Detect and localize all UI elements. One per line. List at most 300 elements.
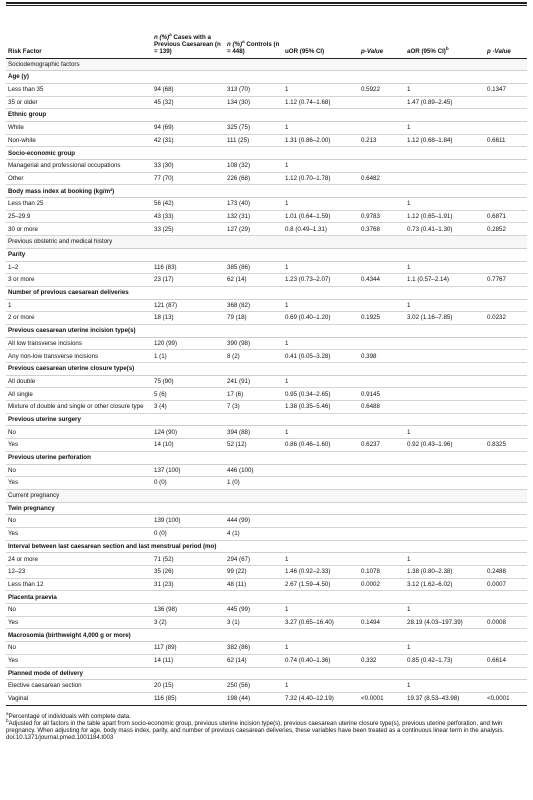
category-label: Previous caesarean uterine closure type(s): [6, 363, 225, 376]
pvalue-unadjusted-cell: 0.332: [359, 654, 405, 667]
category-row: [6, 286, 527, 299]
controls-cell: 198 (44): [225, 692, 283, 705]
pvalue-unadjusted-cell: [359, 426, 405, 439]
table-row: [6, 426, 527, 439]
aor-cell: 0.73 (0.41–1.30): [405, 223, 485, 236]
pvalue-adjusted-cell: [485, 261, 527, 274]
aor-cell: 1: [405, 642, 485, 655]
pvalue-unadjusted-cell: 0.9783: [359, 210, 405, 223]
aor-cell: 1: [405, 198, 485, 211]
row-label: 12–23: [6, 566, 152, 579]
table-row: [6, 350, 527, 363]
table-row: [6, 312, 527, 325]
controls-cell: 444 (99): [225, 515, 283, 528]
uor-cell: 0.74 (0.40–1.36): [283, 654, 359, 667]
header-controls: n (%)$^a$ Controls (n = 448): [225, 6, 283, 58]
aor-cell: 1: [405, 553, 485, 566]
aor-cell: 1: [405, 680, 485, 693]
table-row: [6, 274, 527, 287]
category-label: Macrosomia (birthweight 4,000 g or more): [6, 629, 225, 642]
category-row: [6, 147, 527, 160]
table-row: [6, 654, 527, 667]
pvalue-unadjusted-cell: [359, 337, 405, 350]
cases-cell: 0 (0): [152, 527, 225, 540]
controls-cell: 325 (75): [225, 121, 283, 134]
pvalue-adjusted-cell: [485, 464, 527, 477]
pvalue-unadjusted-cell: 0.3768: [359, 223, 405, 236]
table-row: [6, 299, 527, 312]
category-filler: [225, 71, 527, 84]
aor-cell: 1.38 (0.80–2.38): [405, 566, 485, 579]
table-row: [6, 401, 527, 414]
controls-cell: 134 (30): [225, 96, 283, 109]
aor-cell: 1: [405, 83, 485, 96]
controls-cell: 99 (22): [225, 566, 283, 579]
pvalue-adjusted-cell: 0.6614: [485, 654, 527, 667]
footnote-a: $^a$Percentage of individuals with complete data.: [6, 710, 131, 720]
controls-cell: 226 (68): [225, 172, 283, 185]
pvalue-unadjusted-cell: [359, 553, 405, 566]
pvalue-adjusted-cell: [485, 553, 527, 566]
aor-cell: 28.19 (4.03–197.39): [405, 616, 485, 629]
table-header: [6, 6, 527, 58]
pvalue-unadjusted-cell: [359, 527, 405, 540]
uor-cell: 1.46 (0.92–2.33): [283, 566, 359, 579]
table-row: [6, 515, 527, 528]
table-row: [6, 680, 527, 693]
pvalue-unadjusted-cell: 0.5922: [359, 83, 405, 96]
category-filler: [225, 363, 527, 376]
aor-cell: 1: [405, 426, 485, 439]
cases-cell: 120 (99): [152, 337, 225, 350]
cases-cell: 137 (100): [152, 464, 225, 477]
cases-cell: 139 (100): [152, 515, 225, 528]
category-row: [6, 109, 527, 122]
cases-cell: 121 (87): [152, 299, 225, 312]
row-label: 35 or older: [6, 96, 152, 109]
row-label: All double: [6, 375, 152, 388]
pvalue-adjusted-cell: [485, 96, 527, 109]
pvalue-adjusted-cell: 0.6871: [485, 210, 527, 223]
uor-cell: 1: [283, 160, 359, 173]
controls-cell: 368 (82): [225, 299, 283, 312]
row-label: White: [6, 121, 152, 134]
table-top-rule: [6, 2, 527, 4]
cases-cell: 117 (89): [152, 642, 225, 655]
uor-cell: 0.86 (0.46–1.60): [283, 439, 359, 452]
aor-cell: [405, 401, 485, 414]
footnote-b: $^b$Adjusted for all factors in the table apart from socio-economic group, previous uterine incision type(s), previous caesarean uterine closure type(s), previous uterine perforation, and twin pregnancy. When adjusting for age, body mass index, parity, and number of previous caesarean deliveries, these variables have been treated as a continuous linear term in the analysis.: [6, 717, 505, 734]
aor-cell: [405, 527, 485, 540]
uor-cell: 3.27 (0.65–16.40): [283, 616, 359, 629]
pvalue-unadjusted-cell: [359, 261, 405, 274]
pvalue-adjusted-cell: 0.2488: [485, 566, 527, 579]
cases-cell: 1 (1): [152, 350, 225, 363]
table-row: [6, 578, 527, 591]
pvalue-adjusted-cell: [485, 172, 527, 185]
category-label: Previous uterine surgery: [6, 413, 225, 426]
cases-cell: 42 (31): [152, 134, 225, 147]
row-label: 24 or more: [6, 553, 152, 566]
pvalue-adjusted-cell: 0.2852: [485, 223, 527, 236]
controls-cell: 8 (2): [225, 350, 283, 363]
table-row: [6, 388, 527, 401]
uor-cell: 1.31 (0.86–2.00): [283, 134, 359, 147]
uor-cell: 1.12 (0.74–1.68): [283, 96, 359, 109]
cases-cell: 3 (2): [152, 616, 225, 629]
row-label: Yes: [6, 527, 152, 540]
pvalue-unadjusted-cell: 0.1494: [359, 616, 405, 629]
cases-cell: 35 (26): [152, 566, 225, 579]
aor-cell: [405, 515, 485, 528]
category-label: Interval between last caesarean section and last menstrual period (mo): [6, 540, 225, 553]
controls-cell: 52 (12): [225, 439, 283, 452]
uor-cell: 1: [283, 604, 359, 617]
controls-cell: 17 (6): [225, 388, 283, 401]
aor-cell: 1.47 (0.89–2.45): [405, 96, 485, 109]
category-label: Previous caesarean uterine incision type(s): [6, 324, 225, 337]
uor-cell: 1: [283, 553, 359, 566]
cases-cell: 33 (25): [152, 223, 225, 236]
cases-cell: 45 (32): [152, 96, 225, 109]
pvalue-adjusted-cell: 0.6611: [485, 134, 527, 147]
category-filler: [225, 413, 527, 426]
row-label: Yes: [6, 654, 152, 667]
aor-cell: 1: [405, 261, 485, 274]
cases-cell: 75 (90): [152, 375, 225, 388]
pvalue-unadjusted-cell: 0.6488: [359, 401, 405, 414]
controls-cell: 127 (29): [225, 223, 283, 236]
section-header-row: [6, 58, 527, 71]
row-label: No: [6, 464, 152, 477]
row-label: Any non-low transverse incisions: [6, 350, 152, 363]
cases-cell: 136 (98): [152, 604, 225, 617]
table-row: [6, 642, 527, 655]
category-label: Age (y): [6, 71, 225, 84]
row-label: No: [6, 426, 152, 439]
pvalue-adjusted-cell: [485, 680, 527, 693]
controls-cell: 250 (56): [225, 680, 283, 693]
uor-cell: 1: [283, 261, 359, 274]
controls-cell: 3 (1): [225, 616, 283, 629]
row-label: Non-white: [6, 134, 152, 147]
row-label: No: [6, 515, 152, 528]
cases-cell: 18 (13): [152, 312, 225, 325]
pvalue-unadjusted-cell: <0.0001: [359, 692, 405, 705]
cases-cell: 124 (90): [152, 426, 225, 439]
pvalue-unadjusted-cell: 0.6237: [359, 439, 405, 452]
pvalue-unadjusted-cell: [359, 96, 405, 109]
table-row: [6, 527, 527, 540]
pvalue-adjusted-cell: 0.0007: [485, 578, 527, 591]
pvalue-unadjusted-cell: 0.398: [359, 350, 405, 363]
row-label: Less than 12: [6, 578, 152, 591]
aor-cell: [405, 464, 485, 477]
uor-cell: 1.12 (0.70–1.78): [283, 172, 359, 185]
row-label: 3 or more: [6, 274, 152, 287]
controls-cell: 313 (70): [225, 83, 283, 96]
header-uor: uOR (95% CI): [283, 6, 359, 58]
pvalue-adjusted-cell: 0.7767: [485, 274, 527, 287]
table-row: [6, 198, 527, 211]
section-label: Sociodemographic factors: [6, 58, 527, 71]
pvalue-adjusted-cell: [485, 198, 527, 211]
cases-cell: 20 (15): [152, 680, 225, 693]
uor-cell: 1.38 (0.35–5.46): [283, 401, 359, 414]
uor-cell: 1: [283, 337, 359, 350]
category-filler: [225, 185, 527, 198]
row-label: No: [6, 642, 152, 655]
pvalue-unadjusted-cell: [359, 121, 405, 134]
pvalue-adjusted-cell: [485, 515, 527, 528]
header-risk-factor: Risk Factor: [6, 6, 152, 58]
table-body: [6, 58, 527, 705]
controls-cell: 385 (86): [225, 261, 283, 274]
pvalue-adjusted-cell: [485, 604, 527, 617]
aor-cell: 3.02 (1.16–7.85): [405, 312, 485, 325]
table-footnotes: [6, 710, 527, 741]
category-filler: [225, 451, 527, 464]
category-row: [6, 502, 527, 515]
aor-cell: 1: [405, 299, 485, 312]
table-row: [6, 337, 527, 350]
category-label: Number of previous caesarean deliveries: [6, 286, 225, 299]
cases-cell: 33 (30): [152, 160, 225, 173]
table-row: [6, 553, 527, 566]
category-row: [6, 185, 527, 198]
cases-cell: 56 (42): [152, 198, 225, 211]
pvalue-adjusted-cell: 0.0008: [485, 616, 527, 629]
pvalue-unadjusted-cell: 0.213: [359, 134, 405, 147]
pvalue-adjusted-cell: [485, 160, 527, 173]
controls-cell: 7 (3): [225, 401, 283, 414]
category-label: Parity: [6, 248, 225, 261]
row-label: Mixture of double and single or other closure type: [6, 401, 152, 414]
pvalue-unadjusted-cell: [359, 160, 405, 173]
cases-cell: 14 (10): [152, 439, 225, 452]
aor-cell: [405, 388, 485, 401]
controls-cell: 390 (98): [225, 337, 283, 350]
table-row: [6, 160, 527, 173]
controls-cell: 62 (14): [225, 274, 283, 287]
table-row: [6, 210, 527, 223]
pvalue-unadjusted-cell: 0.1078: [359, 566, 405, 579]
row-label: Other: [6, 172, 152, 185]
uor-cell: 1.01 (0.64–1.59): [283, 210, 359, 223]
cases-cell: 5 (6): [152, 388, 225, 401]
aor-cell: [405, 337, 485, 350]
table-row: [6, 692, 527, 705]
controls-cell: 394 (88): [225, 426, 283, 439]
category-filler: [225, 629, 527, 642]
row-label: All single: [6, 388, 152, 401]
pvalue-unadjusted-cell: [359, 642, 405, 655]
pvalue-adjusted-cell: [485, 337, 527, 350]
pvalue-adjusted-cell: [485, 426, 527, 439]
controls-cell: 173 (40): [225, 198, 283, 211]
table-doi: doi:10.1371/journal.pmed.1001184.t003: [6, 733, 114, 741]
pvalue-unadjusted-cell: [359, 464, 405, 477]
row-label: Yes: [6, 616, 152, 629]
aor-cell: 19.37 (8.53–43.98): [405, 692, 485, 705]
aor-cell: 1.12 (0.65–1.91): [405, 210, 485, 223]
table-row: [6, 261, 527, 274]
cases-cell: 71 (52): [152, 553, 225, 566]
row-label: Yes: [6, 439, 152, 452]
category-filler: [225, 324, 527, 337]
category-row: [6, 629, 527, 642]
uor-cell: 1: [283, 426, 359, 439]
category-filler: [225, 286, 527, 299]
cases-cell: 116 (83): [152, 261, 225, 274]
table-row: [6, 96, 527, 109]
pvalue-unadjusted-cell: 0.9145: [359, 388, 405, 401]
aor-cell: [405, 477, 485, 490]
row-label: Yes: [6, 477, 152, 490]
row-label: Less than 35: [6, 83, 152, 96]
pvalue-unadjusted-cell: [359, 680, 405, 693]
category-filler: [225, 667, 527, 680]
pvalue-unadjusted-cell: [359, 477, 405, 490]
uor-cell: 1: [283, 680, 359, 693]
header-pvalue-unadjusted: p-Value: [359, 6, 405, 58]
pvalue-unadjusted-cell: 0.0002: [359, 578, 405, 591]
category-row: [6, 667, 527, 680]
category-label: Ethnic group: [6, 109, 225, 122]
aor-cell: 0.92 (0.43–1.96): [405, 439, 485, 452]
category-filler: [225, 147, 527, 160]
category-label: Twin pregnancy: [6, 502, 225, 515]
category-label: Placenta praevia: [6, 591, 225, 604]
cases-cell: 94 (69): [152, 121, 225, 134]
cases-cell: 31 (23): [152, 578, 225, 591]
category-filler: [225, 591, 527, 604]
uor-cell: 1: [283, 83, 359, 96]
cases-cell: 77 (70): [152, 172, 225, 185]
category-label: Socio-economic group: [6, 147, 225, 160]
row-label: Less than 25: [6, 198, 152, 211]
category-row: [6, 248, 527, 261]
cases-cell: 23 (17): [152, 274, 225, 287]
cases-cell: 43 (33): [152, 210, 225, 223]
section-label: Previous obstetric and medical history: [6, 236, 527, 249]
aor-cell: [405, 350, 485, 363]
table-row: [6, 604, 527, 617]
pvalue-adjusted-cell: [485, 350, 527, 363]
controls-cell: 241 (91): [225, 375, 283, 388]
controls-cell: 294 (67): [225, 553, 283, 566]
uor-cell: 0.95 (0.34–2.65): [283, 388, 359, 401]
uor-cell: 1: [283, 299, 359, 312]
aor-cell: 1: [405, 121, 485, 134]
risk-factor-table: [6, 6, 527, 706]
row-label: 2 or more: [6, 312, 152, 325]
table-row: [6, 121, 527, 134]
pvalue-unadjusted-cell: [359, 299, 405, 312]
pvalue-unadjusted-cell: [359, 375, 405, 388]
uor-cell: 0.8 (0.49–1.31): [283, 223, 359, 236]
uor-cell: 1.23 (0.73–2.07): [283, 274, 359, 287]
pvalue-adjusted-cell: 0.8325: [485, 439, 527, 452]
header-cases: n (%)$^a$ Cases with a Previous Caesarean (n = 139): [152, 6, 225, 58]
header-aor: aOR (95% CI)$^b$: [405, 6, 485, 58]
row-label: No: [6, 604, 152, 617]
controls-cell: 445 (99): [225, 604, 283, 617]
aor-cell: [405, 160, 485, 173]
row-label: Vaginal: [6, 692, 152, 705]
category-row: [6, 540, 527, 553]
table-row: [6, 134, 527, 147]
uor-cell: [283, 515, 359, 528]
category-filler: [225, 502, 527, 515]
uor-cell: 2.67 (1.59–4.50): [283, 578, 359, 591]
category-row: [6, 71, 527, 84]
uor-cell: 1: [283, 375, 359, 388]
pvalue-unadjusted-cell: 0.1925: [359, 312, 405, 325]
category-filler: [225, 248, 527, 261]
pvalue-adjusted-cell: [485, 477, 527, 490]
table-row: [6, 439, 527, 452]
category-row: [6, 363, 527, 376]
category-label: Previous uterine perforation: [6, 451, 225, 464]
aor-cell: 1.12 (0.68–1.84): [405, 134, 485, 147]
pvalue-unadjusted-cell: 0.6482: [359, 172, 405, 185]
controls-cell: 108 (32): [225, 160, 283, 173]
table-row: [6, 464, 527, 477]
aor-cell: 1: [405, 604, 485, 617]
uor-cell: 0.41 (0.05–3.28): [283, 350, 359, 363]
aor-cell: 3.12 (1.62–6.02): [405, 578, 485, 591]
pvalue-unadjusted-cell: [359, 515, 405, 528]
pvalue-unadjusted-cell: 0.4344: [359, 274, 405, 287]
uor-cell: 1: [283, 642, 359, 655]
row-label: 25–29.9: [6, 210, 152, 223]
row-label: 1: [6, 299, 152, 312]
uor-cell: 1: [283, 198, 359, 211]
controls-cell: 111 (25): [225, 134, 283, 147]
table-row: [6, 566, 527, 579]
controls-cell: 48 (11): [225, 578, 283, 591]
table-row: [6, 83, 527, 96]
section-header-row: [6, 489, 527, 502]
row-label: Elective caesarean section: [6, 680, 152, 693]
controls-cell: 4 (1): [225, 527, 283, 540]
pvalue-adjusted-cell: [485, 642, 527, 655]
table-row: [6, 616, 527, 629]
category-row: [6, 451, 527, 464]
uor-cell: [283, 464, 359, 477]
pvalue-adjusted-cell: 0.1347: [485, 83, 527, 96]
section-label: Current pregnancy: [6, 489, 527, 502]
aor-cell: [405, 375, 485, 388]
pvalue-adjusted-cell: 0.0232: [485, 312, 527, 325]
controls-cell: 62 (14): [225, 654, 283, 667]
uor-cell: [283, 527, 359, 540]
table-row: [6, 477, 527, 490]
controls-cell: 79 (18): [225, 312, 283, 325]
aor-cell: 1.1 (0.57–2.14): [405, 274, 485, 287]
controls-cell: 132 (31): [225, 210, 283, 223]
row-label: All low transverse incisions: [6, 337, 152, 350]
cases-cell: 116 (85): [152, 692, 225, 705]
pvalue-unadjusted-cell: [359, 198, 405, 211]
table-container: [6, 0, 527, 741]
pvalue-unadjusted-cell: [359, 604, 405, 617]
category-row: [6, 591, 527, 604]
aor-cell: [405, 172, 485, 185]
uor-cell: [283, 477, 359, 490]
pvalue-adjusted-cell: [485, 299, 527, 312]
